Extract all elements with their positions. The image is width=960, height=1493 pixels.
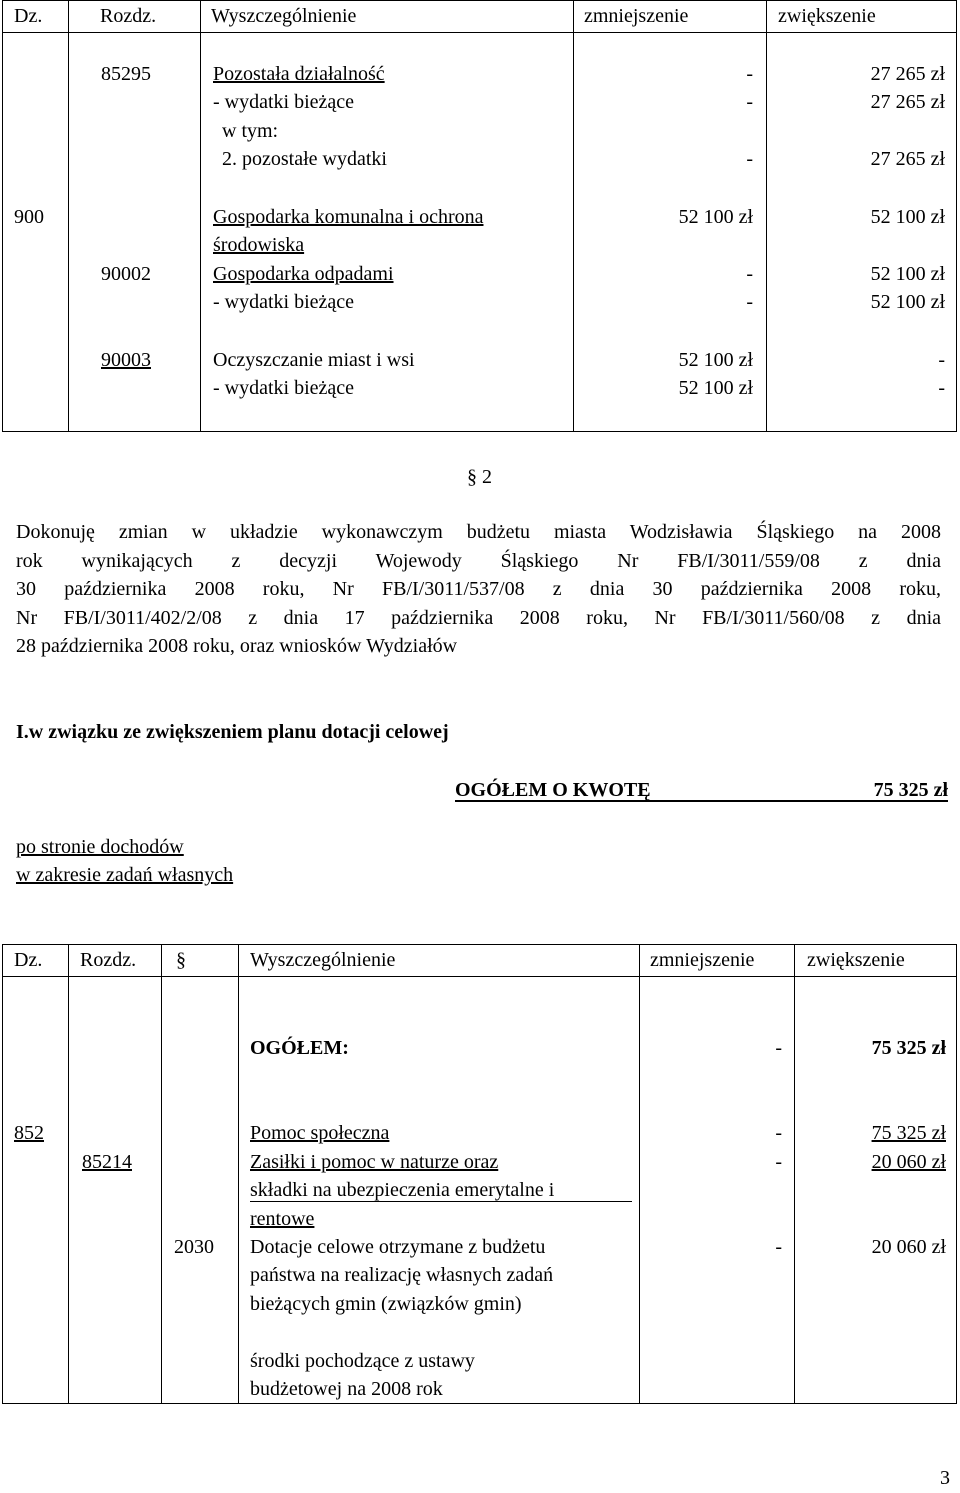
table-1-col-divider [68, 0, 69, 432]
header-dz: Dz. [14, 949, 43, 971]
table-2-col-divider [161, 944, 162, 1404]
row-desc: bieżących gmin (związków gmin) [250, 1293, 522, 1315]
table-2-col-divider [794, 944, 795, 1404]
table-2-header-divider [2, 976, 957, 977]
paragraph-line: 30 października 2008 roku, Nr FB/I/3011/537/08 z dnia 30 października 2008 roku, [16, 578, 941, 600]
paragraph-line: rok wynikających z decyzji Wojewody Śląskiego Nr FB/I/3011/559/08 z dnia [16, 549, 941, 572]
paragraph-line: Nr FB/I/3011/402/2/08 z dnia 17 października 2008 roku, Nr FB/I/3011/560/08 z dnia [16, 606, 941, 629]
zmn-value: - [746, 63, 753, 85]
zw-value: 27 265 zł [870, 148, 945, 170]
zmn-value: - [746, 91, 753, 113]
zw-value: 52 100 zł [870, 291, 945, 313]
row-desc: Zasiłki i pomoc w naturze oraz [250, 1151, 499, 1173]
ogolem-zmn: - [775, 1037, 782, 1059]
zmn-value: - [746, 148, 753, 170]
body-paragraph [16, 518, 941, 661]
rozdz-code: 85295 [101, 63, 151, 85]
row-desc: - wydatki bieżące [213, 91, 355, 113]
rozdz-code: 90002 [101, 263, 151, 285]
table-2-col-divider [238, 944, 239, 1404]
header-paragraph: § [176, 949, 186, 971]
dz-code: 852 [14, 1122, 44, 1144]
row-desc: Pomoc społeczna [250, 1122, 390, 1144]
header-zmniejszenie: zmniejszenie [584, 5, 689, 27]
zw-value: 52 100 zł [870, 263, 945, 285]
row-desc: 2. pozostałe wydatki [222, 148, 387, 170]
row-desc: środki pochodzące z ustawy [250, 1350, 475, 1372]
ogolem-label: OGÓŁEM: [250, 1037, 349, 1059]
zw-value: 52 100 zł [870, 206, 945, 228]
row-desc: - wydatki bieżące [213, 377, 355, 399]
row-desc: w tym: [222, 120, 279, 142]
zw-value: 75 325 zł [871, 1122, 946, 1144]
zmn-value: 52 100 zł [678, 377, 753, 399]
zw-value: 20 060 zł [871, 1236, 946, 1258]
rozdz-code: 85214 [82, 1151, 132, 1173]
row-desc: Dotacje celowe otrzymane z budżetu [250, 1236, 546, 1258]
row-desc: Pozostała działalność [213, 63, 385, 85]
zw-value: 27 265 zł [870, 91, 945, 113]
header-dz: Dz. [14, 5, 43, 27]
header-zmniejszenie: zmniejszenie [650, 949, 755, 971]
ogolem-zw: 75 325 zł [871, 1037, 946, 1059]
table-1-col-divider [766, 0, 767, 432]
zmn-value: 52 100 zł [678, 349, 753, 371]
table-1-col-divider [200, 0, 201, 432]
paragraph-line: Dokonuję zmian w układzie wykonawczym budżetu miasta Wodzisławia Śląskiego na 2008 [16, 521, 941, 543]
row-desc: składki na ubezpieczenia emerytalne i [250, 1179, 555, 1201]
row-desc-underline [250, 1201, 632, 1202]
total-label: OGÓŁEM O KWOTĘ [455, 779, 651, 801]
zw-value: - [938, 349, 945, 371]
header-zwiekszenie: zwiększenie [778, 5, 876, 27]
side-label: po stronie dochodów [16, 836, 184, 858]
side-label: w zakresie zadań własnych [16, 864, 234, 886]
header-rozdz: Rozdz. [100, 5, 157, 27]
row-desc: budżetowej na 2008 rok [250, 1378, 443, 1400]
row-desc: Gospodarka komunalna i ochrona [213, 206, 484, 228]
header-rozdz: Rozdz. [80, 949, 137, 971]
dz-code: 900 [14, 206, 44, 228]
row-desc: rentowe [250, 1208, 315, 1230]
table-2-col-divider [639, 944, 640, 1404]
zw-value: 20 060 zł [871, 1151, 946, 1173]
header-wyszczegolnienie: Wyszczególnienie [250, 949, 396, 971]
zw-value: - [938, 377, 945, 399]
zmn-value: - [746, 263, 753, 285]
table-2-col-divider [68, 944, 69, 1404]
zw-value: 27 265 zł [870, 63, 945, 85]
page-number: 3 [940, 1467, 950, 1489]
zmn-value: - [746, 291, 753, 313]
row-desc: środowiska [213, 234, 305, 256]
paragraph-line: 28 października 2008 roku, oraz wniosków Wydziałów [16, 635, 458, 657]
zmn-value: - [775, 1151, 782, 1173]
row-desc: - wydatki bieżące [213, 291, 355, 313]
section-heading: § 2 [467, 466, 492, 488]
table-1-col-divider [573, 0, 574, 432]
row-desc: Gospodarka odpadami [213, 263, 394, 285]
total-amount: 75 325 zł [873, 779, 948, 801]
zmn-value: - [775, 1236, 782, 1258]
header-zwiekszenie: zwiększenie [807, 949, 905, 971]
rozdz-code: 90003 [101, 349, 151, 371]
paragraph-code: 2030 [174, 1236, 214, 1258]
heading-increase: I.w związku ze zwiększeniem planu dotacji celowej [16, 721, 449, 743]
row-desc: państwa na realizację własnych zadań [250, 1264, 554, 1286]
row-desc: Oczyszczanie miast i wsi [213, 349, 415, 371]
zmn-value: - [775, 1122, 782, 1144]
table-1-header-divider [2, 32, 957, 33]
header-wyszczegolnienie: Wyszczególnienie [211, 5, 357, 27]
zmn-value: 52 100 zł [678, 206, 753, 228]
